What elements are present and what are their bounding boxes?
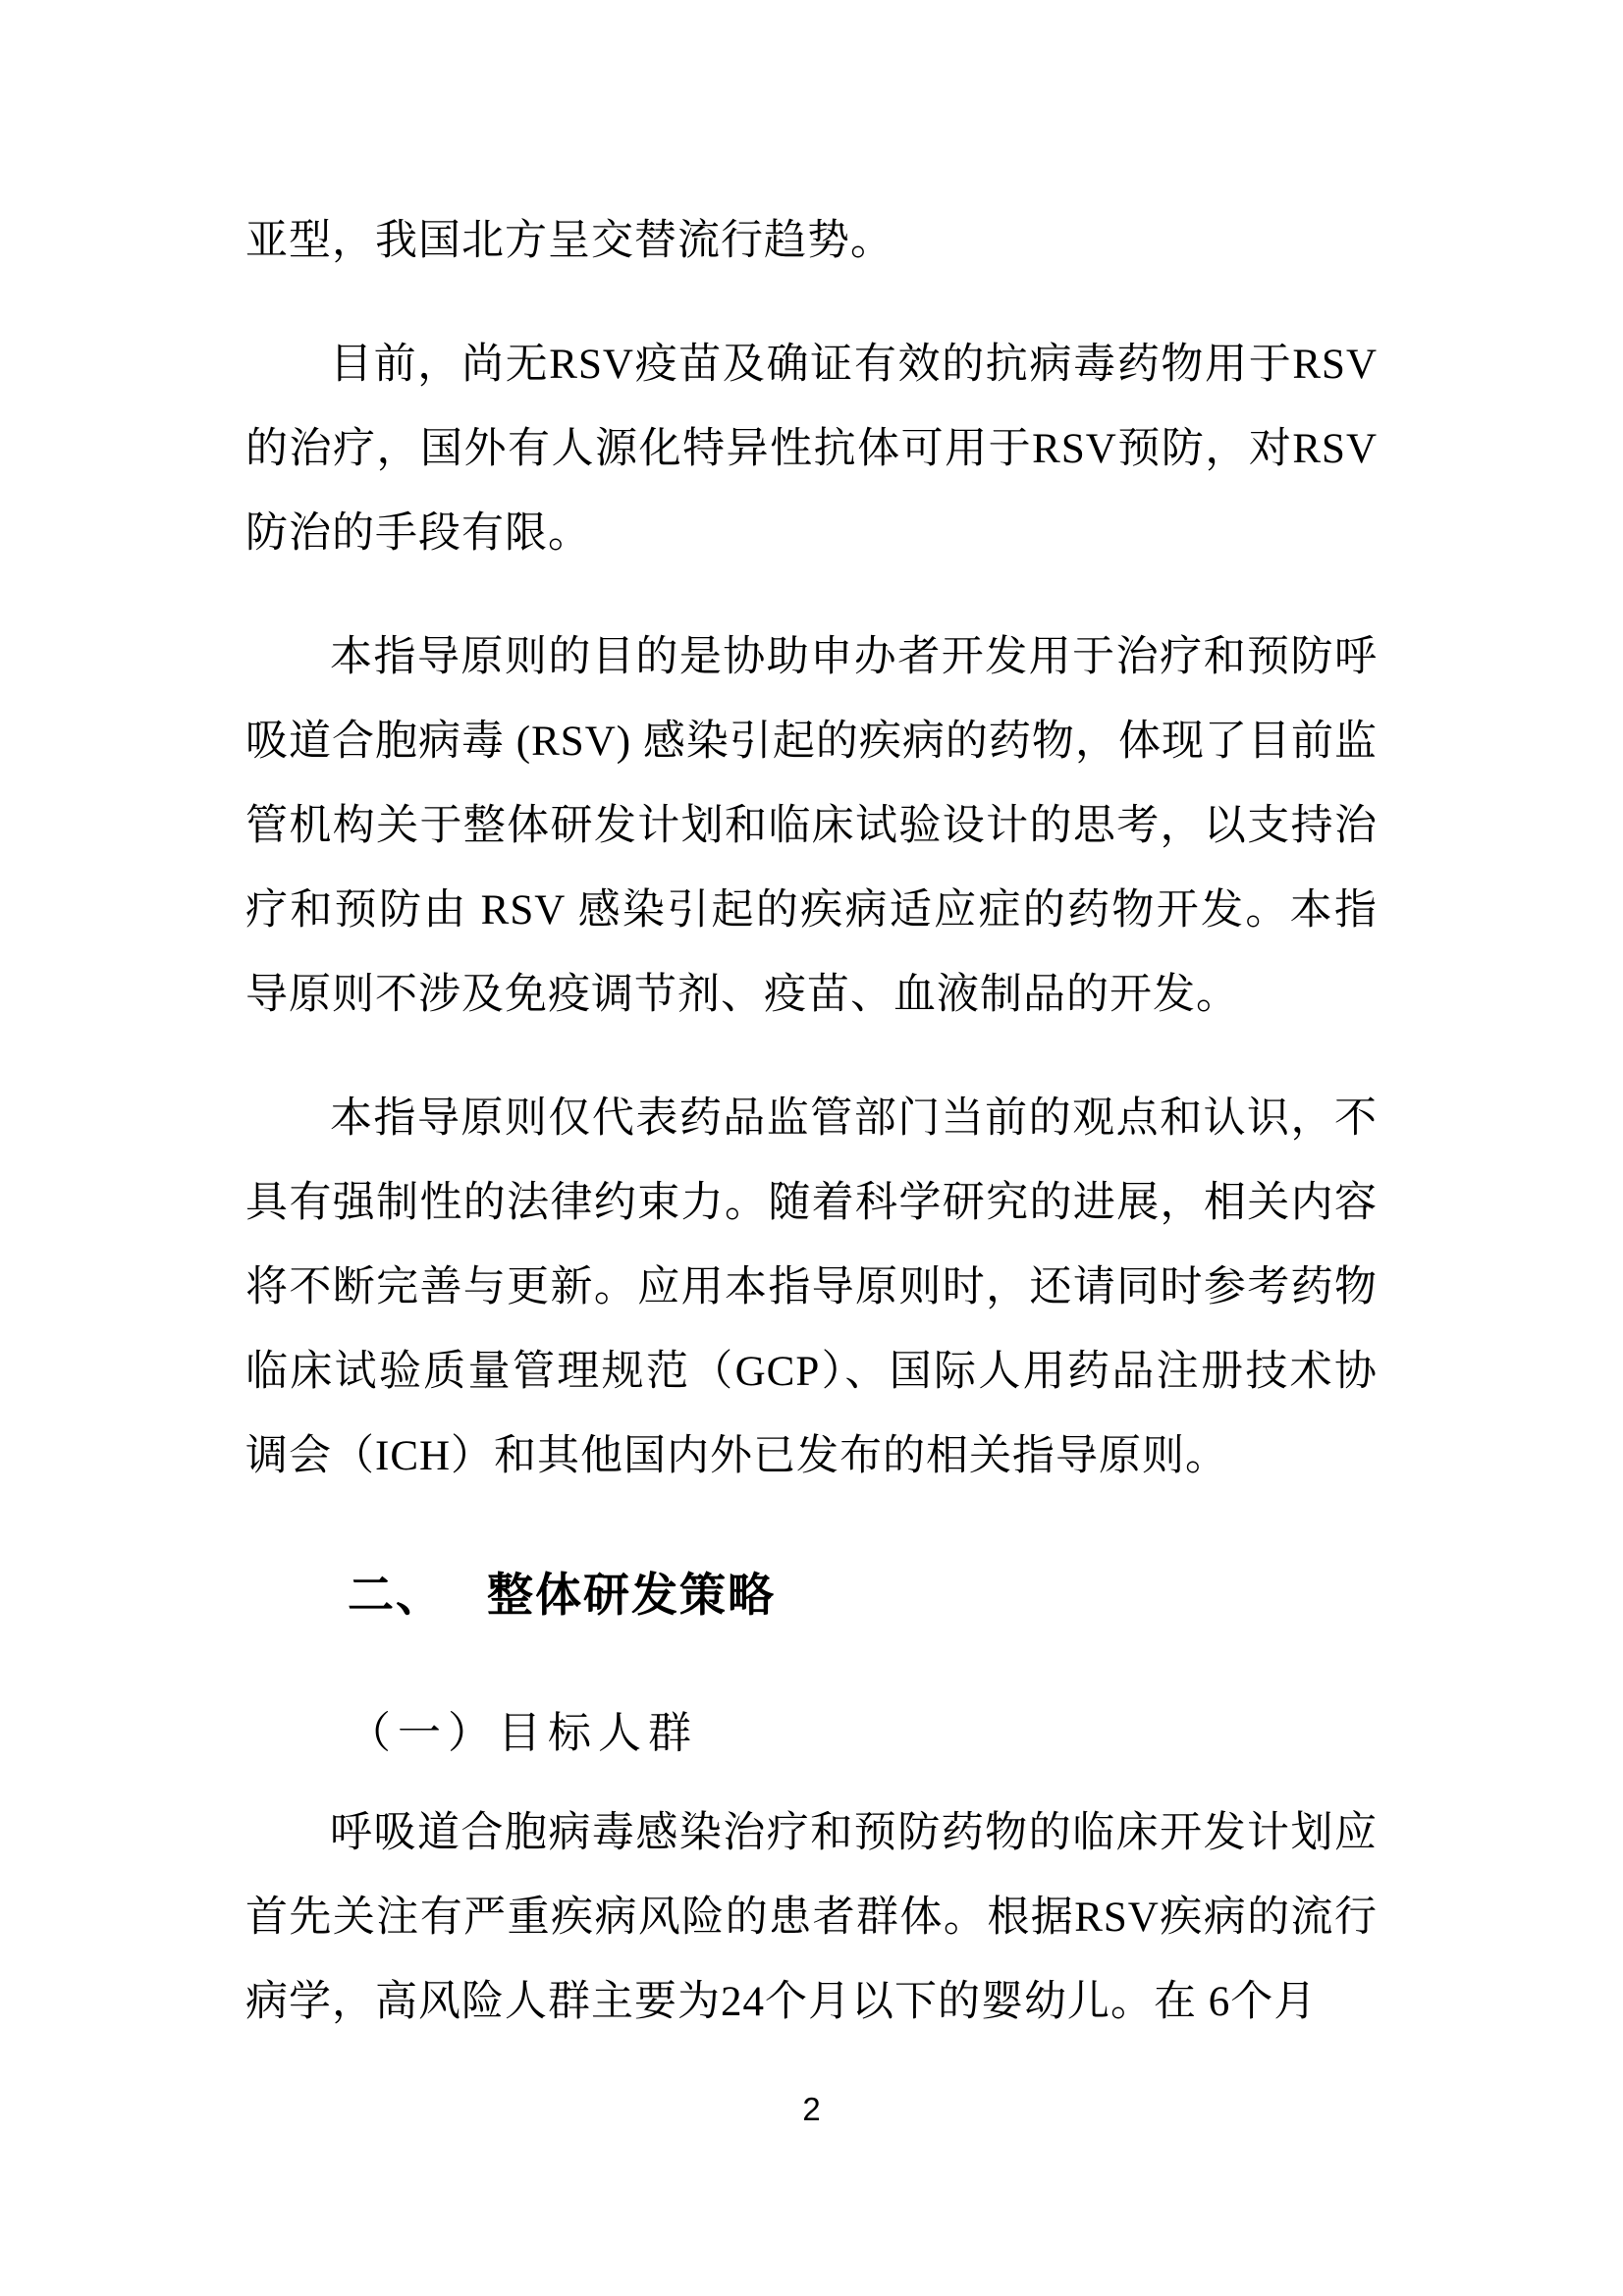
- body-paragraph-continuation: 亚型，我国北方呈交替流行趋势。: [245, 218, 893, 264]
- body-paragraph-current-status: 目前，尚无RSV疫苗及确证有效的抗病毒药物用于RSV的治疗，国外有人源化特异性抗体可用于RSV预防，对RSV防治的手段有限。: [245, 342, 1378, 557]
- body-paragraph-target-population: 呼吸道合胞病毒感染治疗和预防药物的临床开发计划应首先关注有严重疾病风险的患者群体。根据RSV疾病的流行病学，高风险人群主要为24个月以下的婴幼儿。在 6个月: [245, 1810, 1378, 2025]
- subsection-heading: （一）目标人群: [348, 1709, 698, 1757]
- section-heading-number: 二、: [348, 1569, 444, 1621]
- body-paragraph-disclaimer: 本指导原则仅代表药品监管部门当前的观点和认识，不具有强制性的法律约束力。随着科学研究的进展，相关内容将不断完善与更新。应用本指导原则时，还请同时参考药物临床试验质量管理规范（GCP）、国际人用药品注册技术协调会（ICH）和其他国内外已发布的相关指导原则。: [245, 1095, 1378, 1479]
- body-paragraph-purpose: 本指导原则的目的是协助申办者开发用于治疗和预防呼吸道合胞病毒 (RSV) 感染引起的疾病的药物，体现了目前监管机构关于整体研发计划和临床试验设计的思考，以支持治疗和预防由 RSV 感染引起的疾病适应症的药物开发。本指导原则不涉及免疫调节剂、疫苗、血液制品的开发。: [245, 634, 1378, 1018]
- section-heading-title: 整体研发策略: [487, 1569, 776, 1621]
- page-number: 2: [802, 2091, 821, 2127]
- section-heading: [245, 1550, 1378, 1640]
